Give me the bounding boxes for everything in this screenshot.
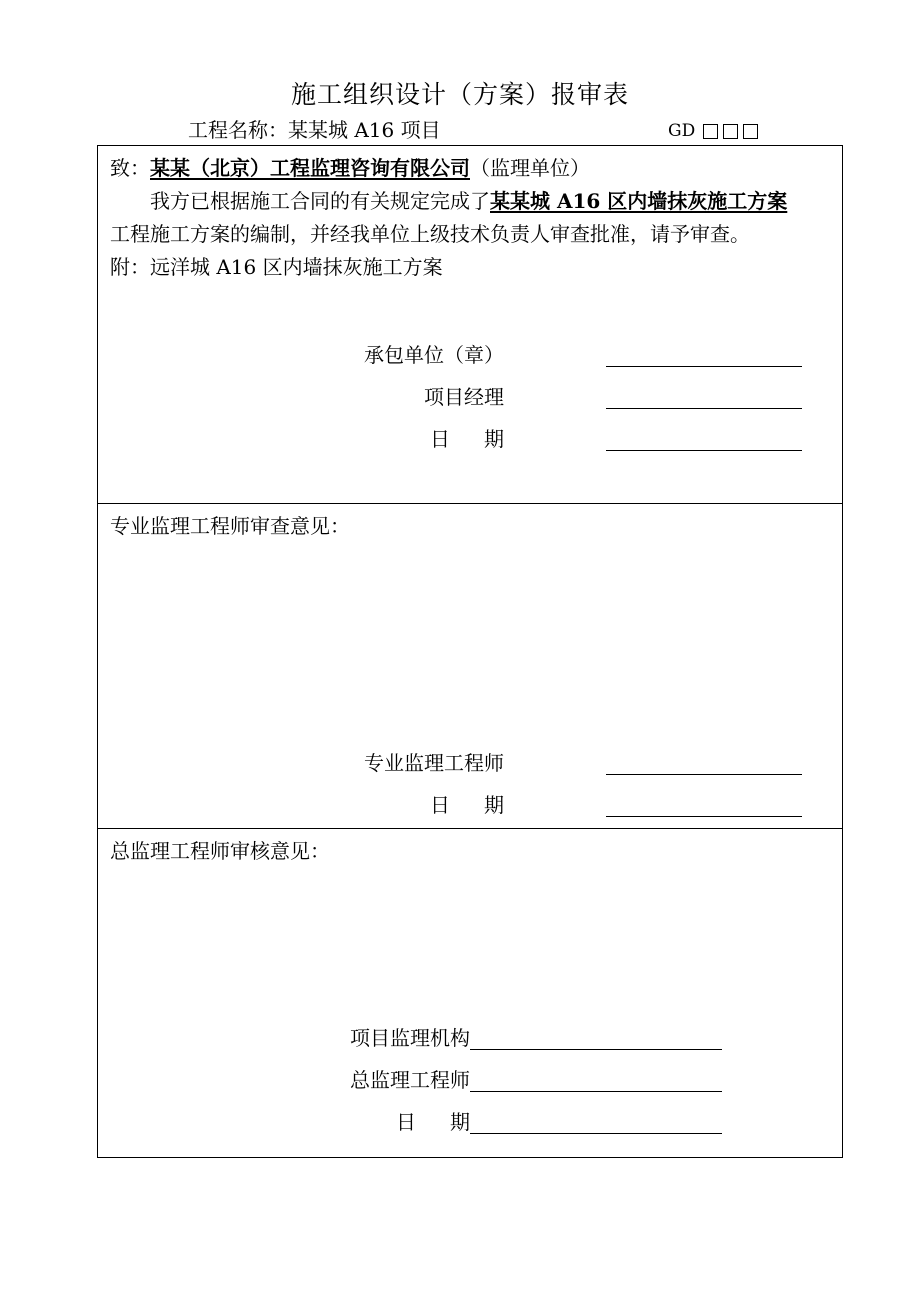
chief-engineer-line: [98, 1059, 842, 1101]
chief-date-line: [98, 1101, 842, 1143]
statement-part1: 我方已根据施工合同的有关规定完成了: [150, 189, 490, 213]
form-code-box-1[interactable]: [703, 124, 718, 139]
applicant-date-field[interactable]: [606, 450, 802, 451]
applicant-date-label-b: 期: [484, 427, 504, 451]
form-code: [668, 119, 758, 143]
chief-engineer-label: 总监理工程师: [350, 1068, 470, 1092]
engineer-date-label-a: 日: [430, 793, 450, 817]
applicant-date-label: [430, 418, 504, 460]
form-code-box-2[interactable]: [723, 124, 738, 139]
chief-date-label-a: 日: [396, 1110, 416, 1134]
form-code-prefix: GD: [668, 121, 696, 141]
applicant-section: [98, 146, 842, 504]
addressee-prefix: 致：: [110, 156, 150, 180]
form-code-box-3[interactable]: [743, 124, 758, 139]
supervision-company-name: 某某（北京）工程监理咨询有限公司: [150, 156, 470, 180]
applicant-signature-group: [98, 334, 842, 460]
contractor-seal-line: [98, 334, 842, 376]
project-manager-field[interactable]: [606, 408, 802, 409]
contractor-seal-label: 承包单位（章）: [364, 343, 504, 367]
statement-line-2: 工程施工方案的编制，并经我单位上级技术负责人审查批准，请予审查。: [110, 222, 750, 246]
chief-signature-group: [98, 1017, 842, 1143]
chief-engineer-field[interactable]: [470, 1091, 722, 1092]
engineer-date-line: [98, 784, 842, 826]
engineer-date-label: [430, 784, 504, 826]
engineer-date-label-b: 期: [484, 793, 504, 817]
applicant-date-label-a: 日: [430, 427, 450, 451]
project-manager-line: [98, 376, 842, 418]
attachment-line: 附：远洋城 A16 区内墙抹灰施工方案: [110, 255, 443, 279]
engineer-signature-group: [98, 742, 842, 826]
chief-date-label: [396, 1101, 470, 1143]
subtitle-row: [188, 117, 808, 145]
report-form-table: [97, 145, 843, 1158]
project-manager-label: 项目经理: [424, 385, 504, 409]
supervision-org-label: 项目监理机构: [350, 1026, 470, 1050]
addressee-line: [110, 152, 832, 185]
addressee-suffix: （监理单位）: [470, 156, 590, 180]
chief-engineer-section: [98, 829, 842, 1157]
engineer-signature-line: [98, 742, 842, 784]
applicant-date-line: [98, 418, 842, 460]
statement-line-1: [110, 185, 832, 218]
scheme-name-emphasis: 某某城 A16 区内墙抹灰施工方案: [490, 189, 788, 213]
contractor-seal-field[interactable]: [606, 366, 802, 367]
engineer-signature-label: 专业监理工程师: [364, 751, 504, 775]
chief-date-field[interactable]: [470, 1133, 722, 1134]
supervision-org-field[interactable]: [470, 1049, 722, 1050]
applicant-body: [110, 152, 832, 284]
supervision-org-line: [98, 1017, 842, 1059]
engineer-section-heading: 专业监理工程师审查意见：: [110, 514, 350, 538]
chief-date-label-b: 期: [450, 1110, 470, 1134]
project-name-label: 工程名称：某某城 A16 项目: [188, 118, 441, 142]
page-title: 施工组织设计（方案）报审表: [290, 80, 629, 109]
engineer-section: [98, 504, 842, 829]
engineer-signature-field[interactable]: [606, 774, 802, 775]
engineer-date-field[interactable]: [606, 816, 802, 817]
chief-engineer-section-heading: 总监理工程师审核意见：: [110, 839, 330, 863]
